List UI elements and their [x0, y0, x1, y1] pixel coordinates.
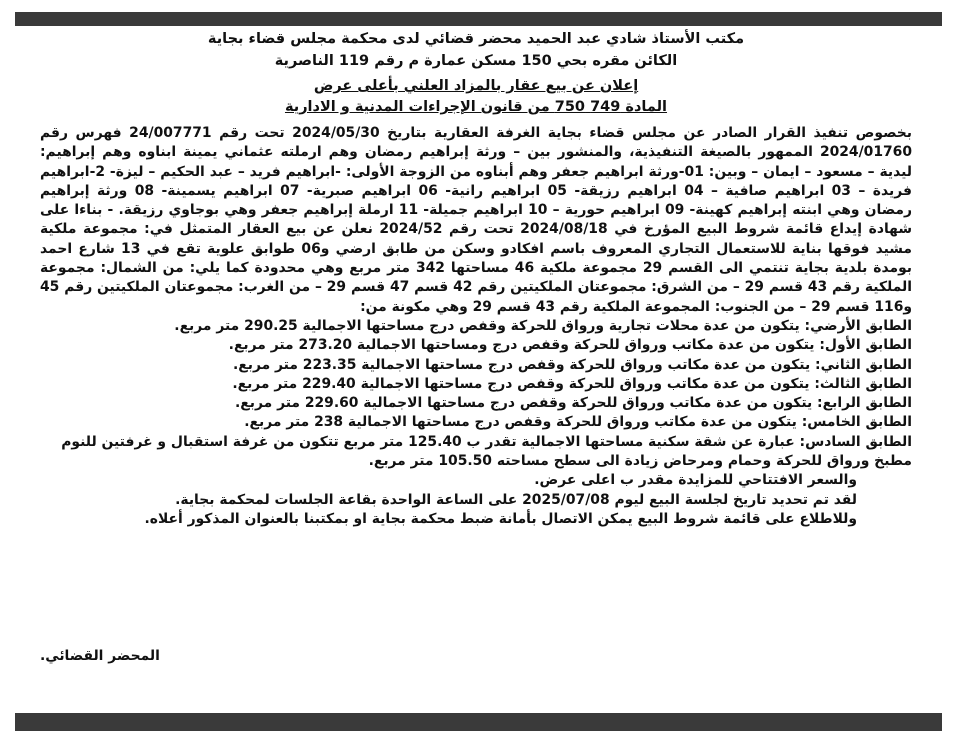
floor-first: الطابق الأول: يتكون من عدة مكاتب ورواق للحركة وقفص درج ومساحتها الاجمالية 273.20 متر مربع.: [228, 337, 912, 354]
office-address: الكائن مقره بحي 150 مسكن عمارة م رقم 119 الناصرية: [274, 53, 678, 69]
floor-fourth: الطابق الرابع: يتكون من عدة مكاتب ورواق للحركة وقفص درج مساحتها الاجمالية 229.60 متر مربع.: [235, 395, 912, 412]
floor-fifth: الطابق الخامس: يتكون من عدة مكاتب ورواق للحركة وقفص درج مساحتها الاجمالية 238 متر مربع.: [244, 414, 912, 431]
top-border-bar: [15, 12, 942, 26]
floor-ground: الطابق الأرضي: يتكون من عدة محلات تجارية ورواق للحركة وقفص درج مساحتها الاجمالية 290.25 متر مربع.: [174, 317, 912, 334]
opening-price: والسعر الافتتاحي للمزايدة مقدر ب اعلى عرض.: [534, 472, 857, 489]
sale-session-date: لقد تم تحديد تاريخ لجلسة البيع ليوم 2025/07/08 على الساعة الواحدة بقاعة الجلسات لمحكمة بجاية.: [175, 491, 857, 508]
office-name: مكتب الأستاذ شادي عبد الحميد محضر قضائي لدى محكمة مجلس قضاء بجاية: [207, 31, 745, 47]
floor-second: الطابق الثاني: يتكون من عدة مكاتب ورواق للحركة وقفص درج مساحتها الاجمالية 223.35 متر مربع.: [232, 356, 912, 373]
floor-sixth: الطابق السادس: عبارة عن شقة سكنية مساحتها الاجمالية تقدر ب 125.40 متر مربع تتكون من غرفة استقبال و غرفتين للنوم مطبخ ورواق للحركة وحمام ومرحاض زيادة الى سطح مساحته 105.50 متر مربع.: [61, 433, 912, 470]
announcement-document: [40, 28, 913, 664]
floors-list: [40, 317, 912, 471]
announcement-title: إعلان عن بيع عقار بالمزاد العلني بأعلى عرض: [313, 78, 639, 94]
office-header: [40, 28, 912, 72]
floor-third: الطابق الثالث: يتكون من عدة مكاتب ورواق للحركة وقفص درج مساحتها الاجمالية 229.40 متر مربع.: [232, 375, 912, 392]
main-paragraph: بخصوص تنفيذ القرار الصادر عن مجلس قضاء بجاية الغرفة العقارية بتاريخ 2024/05/30 تحت رقم 24/007771 فهرس رقم 2024/01760 الممهور بالصيغة التنفيذية، والمنشور بين – ورثة إبراهيم رمضان وهم ارملته عثماني يمينة ابناوه وهم إبراهيم: ليدية – مسعود – ايمان – وبين: 01-ورثة ابراهيم جعفر وهم أبناوه من الزوجة الأولى: -ابراهيم فريد – عبد الحكيم – ليزة- 2-ابراهيم فريدة – 03 ابراهيم صافية – 04 ابراهيم رزيقة- 05 ابراهيم رانية- 06 ابراهيم صبرية- 07 ابراهيم يسمينة- 08 ورثة إبراهيم رمضان وهي ابنته إبراهيم كهينة- 09 ابراهيم حورية – 10 ابراهيم جميلة- 11 ارملة إبراهيم جعفر وهي بوجاوي رزيقة. - بناءا على شهادة إيداع قائمة شروط البيع المؤرخ في 2024/08/18 تحت رقم 2024/52 نعلن عن بيع العقار المتمثل في: مجموعة ملكية مشيد فوقها بناية للاستعمال التجاري المعروف باسم افكادو وسكن من طابق ارضي و06 طوابق علوية تقع في 13 شارع احمد بومدة بلدية بجاية تنتمي الى القسم 29 مجموعة ملكية 46 مساحتها 342 متر مربع وهي محدودة كما يلي: من الشمال: مجموعة الملكية رقم 43 قسم 29 – من الشرق: مجموعتان الملكيتين رقم 42 قسم 47 قسم 29 – من الغرب: مجموعتان الملكيتين رقم 45 و116 قسم 29 – من الجنوب: المجموعة الملكية رقم 43 قسم 29 وهي مكونة من:: [40, 125, 913, 315]
contact-info: وللاطلاع على قائمة شروط البيع يمكن الاتصال بأمانة ضبط محكمة بجاية او بمكتبنا بالعنوان المذكور أعلاه.: [144, 510, 857, 527]
bottom-border-bar: [15, 713, 942, 731]
bailiff-signature: المحضر القضائي.: [40, 648, 160, 664]
announcement-heading: [40, 76, 912, 118]
announcement-legal-reference: المادة 749 750 من قانون الإجراءات المدنية و الادارية: [284, 99, 668, 115]
